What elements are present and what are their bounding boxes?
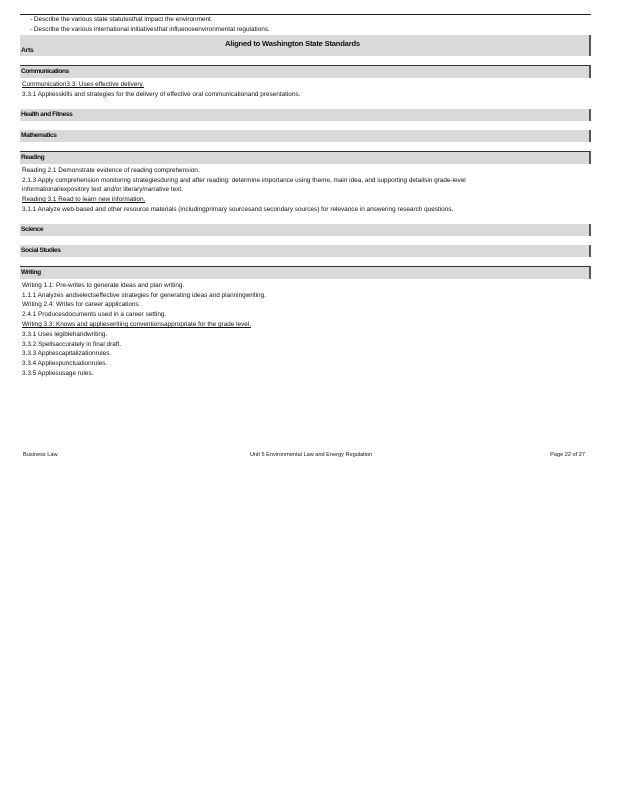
standard-heading: Reading 3.1 Read to learn new information.	[22, 196, 146, 204]
standard-line: 3.3.2 Spellsaccurately in final draft.	[22, 340, 122, 348]
standard-heading: Communication3.3: Uses effective delivery.	[22, 81, 144, 89]
section-heading: Science	[20, 224, 591, 236]
standards-title: Aligned to Washington State Standards	[225, 39, 360, 49]
footer-course: Business Law	[23, 452, 58, 458]
standard-heading: Writing 3.3: Knows and applieswriting conventionsappropriate for the grade level.	[22, 320, 252, 328]
footer-page-number: Page 22 of 27	[550, 452, 585, 458]
standard-line: 3.3.1 Uses legiblehandwriting.	[22, 330, 108, 338]
section-body	[20, 164, 591, 215]
standard-line: informational/expository text and/or literary/narrative text.	[22, 186, 183, 194]
section	[20, 65, 591, 100]
page-footer	[23, 452, 585, 462]
standard-line: Writing 1.1: Pre-writes to generate ideas and plan writing.	[22, 281, 185, 289]
section-heading: Writing	[20, 266, 591, 279]
section	[20, 130, 591, 142]
section	[20, 151, 591, 215]
standard-line: 3.3.5 Appliesusage rules.	[22, 369, 94, 377]
standard-line: 2.4.1 Producesdocuments used in a career setting.	[22, 311, 167, 319]
arts-heading: Arts	[21, 47, 34, 55]
section-heading: Health and Fitness	[20, 109, 591, 121]
standards-title-bar	[20, 35, 591, 56]
standard-line: 2.1.3 Apply comprehension monitoring strategiesduring and after reading: determine importance using theme, main idea, and supporting detailsin grade-level	[22, 176, 466, 184]
objective-bullet: - Describe the various international initiativesthat influenceenvironmental regulations.	[30, 25, 270, 33]
standard-line: Writing 2.4: Writes for career applications.	[22, 301, 141, 309]
section	[20, 245, 591, 257]
standard-line: Reading 2.1 Demonstrate evidence of reading comprehension.	[22, 166, 200, 174]
standard-line: 3.3.4 Appliespunctuationrules.	[22, 360, 108, 368]
section-body	[20, 78, 591, 100]
standard-line: 3.1.1 Analyze web-based and other resource materials (includingprimary sourcesand secondary sources) for relevance in answering research questions.	[22, 205, 454, 213]
section	[20, 224, 591, 236]
section-heading: Mathematics	[20, 130, 591, 142]
section-heading: Reading	[20, 151, 591, 164]
objective-bullets	[20, 15, 591, 34]
standard-line: 1.1.1 Analyzes andselectseffective strategies for generating ideas and planningwriting.	[22, 291, 266, 299]
section-heading: Social Studies	[20, 245, 591, 257]
footer-unit: Unit 5 Environmental Law and Energy Regulation	[250, 452, 373, 458]
standards-sections	[20, 65, 591, 379]
section	[20, 266, 591, 379]
objective-bullet: - Describe the various state statutesthat impact the environment.	[30, 16, 213, 23]
document-page	[20, 14, 591, 379]
standard-line: 3.3.1 Appliesskills and strategies for the delivery of effective oral communicationand presentations.	[22, 90, 301, 98]
section-body	[20, 279, 591, 379]
standard-line: 3.3.3 Appliescapitalizationrules.	[22, 350, 112, 358]
section	[20, 109, 591, 121]
section-heading: Communications	[20, 65, 591, 78]
